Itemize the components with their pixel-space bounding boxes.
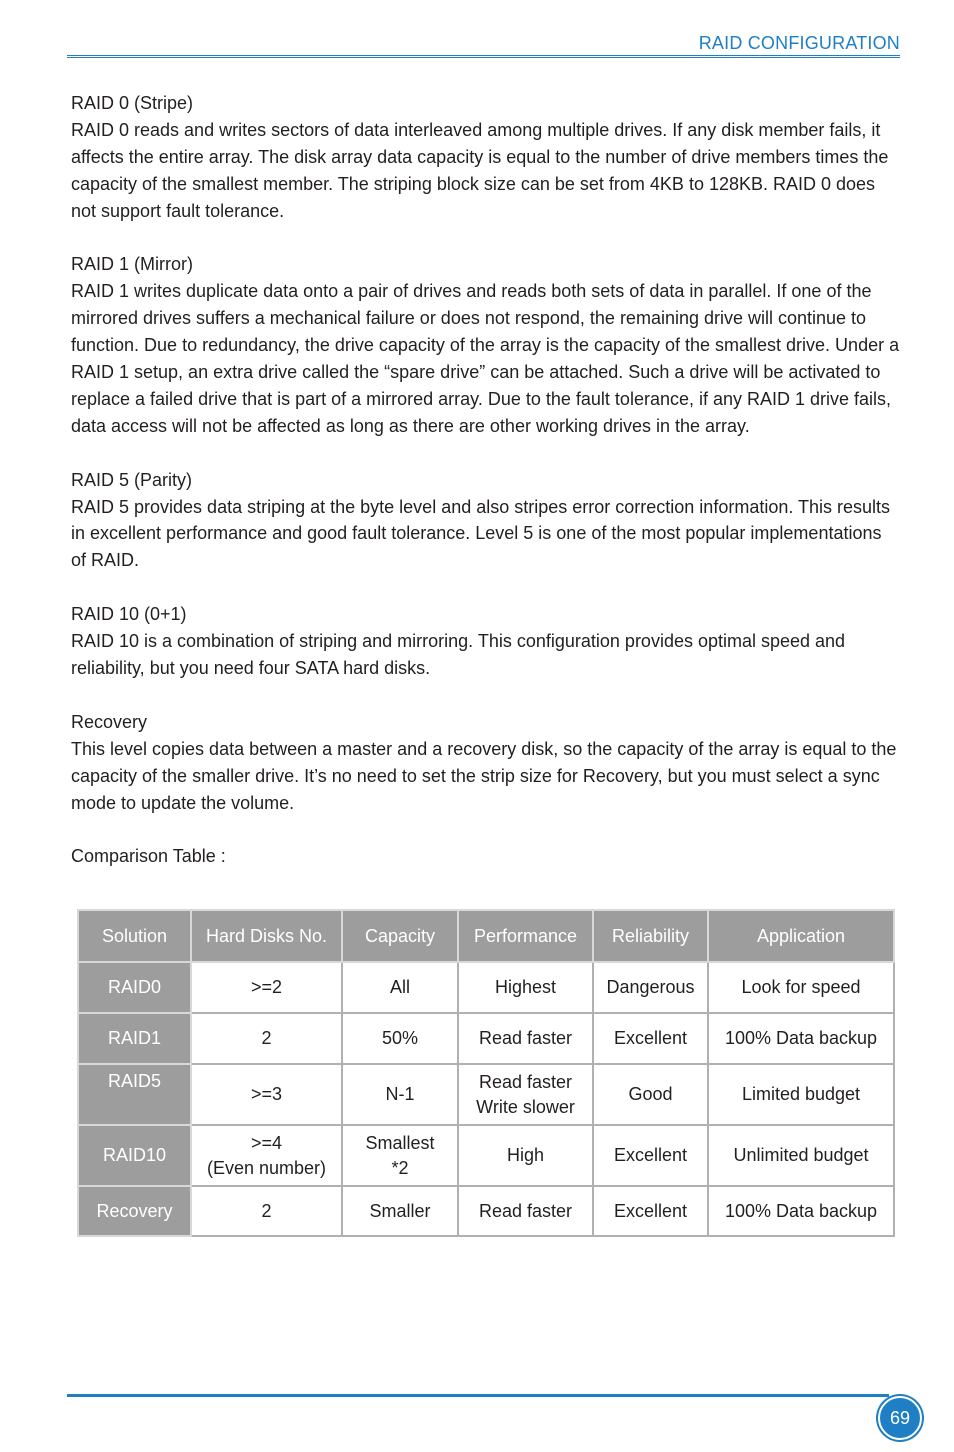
section-heading: RAID 5 (Parity) — [71, 469, 193, 490]
table-cell: Smallest *2 — [342, 1125, 458, 1186]
row-header: RAID10 — [78, 1125, 191, 1186]
table-cell: >=4 (Even number) — [191, 1125, 342, 1186]
table-cell: 100% Data backup — [708, 1013, 894, 1064]
section-body: RAID 5 provides data striping at the byte level and also stripes error correction information. This results in excellent performance and good fault tolerance. Level 5 is one of the most popular implementations of RAID. — [71, 496, 891, 571]
section-heading: RAID 10 (0+1) — [71, 604, 187, 625]
table-cell: Read faster — [458, 1186, 593, 1236]
table-cell: All — [342, 962, 458, 1013]
column-header: Hard Disks No. — [191, 910, 342, 962]
table-cell: Excellent — [593, 1186, 708, 1236]
table-cell: 100% Data backup — [708, 1186, 894, 1236]
table-cell: Excellent — [593, 1013, 708, 1064]
section-recovery — [71, 709, 901, 817]
running-header-title: RAID CONFIGURATION — [698, 33, 900, 53]
table-cell: Limited budget — [708, 1064, 894, 1125]
comparison-table — [77, 909, 895, 1237]
section-raid10 — [71, 601, 901, 682]
section-body: RAID 10 is a combination of striping and mirroring. This configuration provides optimal speed and reliability, but you need four SATA hard disks. — [71, 631, 846, 678]
table-cell: Excellent — [593, 1125, 708, 1186]
table-cell: Dangerous — [593, 962, 708, 1013]
section-raid1 — [71, 251, 901, 439]
table-cell: Read faster Write slower — [458, 1064, 593, 1125]
body-text — [71, 90, 901, 870]
table-intro: Comparison Table : — [71, 846, 226, 867]
section-heading: RAID 0 (Stripe) — [71, 93, 194, 113]
section-heading: Recovery — [71, 711, 148, 732]
table-cell: Look for speed — [708, 962, 894, 1013]
column-header: Application — [708, 910, 894, 962]
table-header-row — [78, 910, 894, 962]
table-cell: N-1 — [342, 1064, 458, 1125]
section-raid5 — [71, 467, 901, 575]
table-cell: 2 — [191, 1013, 342, 1064]
table-cell: High — [458, 1125, 593, 1186]
column-header: Capacity — [342, 910, 458, 962]
table-cell: Highest — [458, 962, 593, 1013]
footer-rule — [67, 1394, 889, 1397]
section-raid0 — [71, 90, 901, 225]
table-cell: >=3 — [191, 1064, 342, 1125]
table-row — [78, 1064, 894, 1125]
column-header: Solution — [78, 910, 191, 962]
column-header: Performance — [458, 910, 593, 962]
header-rule — [67, 55, 900, 58]
column-header: Reliability — [593, 910, 708, 962]
row-header: RAID1 — [78, 1013, 191, 1064]
row-header: Recovery — [78, 1186, 191, 1236]
table-cell: 50% — [342, 1013, 458, 1064]
table-row — [78, 1013, 894, 1064]
row-header: RAID5 — [78, 1064, 191, 1125]
table-row — [78, 1186, 894, 1236]
page-number-badge: 69 — [878, 1396, 922, 1440]
section-heading: RAID 1 (Mirror) — [71, 254, 193, 275]
row-header: RAID0 — [78, 962, 191, 1013]
table-cell: Good — [593, 1064, 708, 1125]
table-row — [78, 962, 894, 1013]
table-cell: Read faster — [458, 1013, 593, 1064]
table-row — [78, 1125, 894, 1186]
table-cell: Smaller — [342, 1186, 458, 1236]
section-body: This level copies data between a master and a recovery disk, so the capacity of the array is equal to the capacity of the smaller drive. It’s no need to set the strip size for Recovery, but you must select a sync mode to update the volume. — [71, 738, 897, 813]
table-cell: 2 — [191, 1186, 342, 1236]
section-body: RAID 1 writes duplicate data onto a pair of drives and reads both sets of data in parallel. If one of the mirrored drives suffers a mechanical failure or does not respond, the remaining drive will continue to function. Due to redundancy, the drive capacity of the array is the capacity of the smallest drive. Under a RAID 1 setup, an extra drive called the “spare drive” can be attached. Such a drive will be activated to replace a failed drive that is part of a mirrored array. Due to the fault tolerance, if any RAID 1 drive fails, data access will not be affected as long as there are other working drives in the array. — [71, 281, 900, 436]
table-cell: Unlimited budget — [708, 1125, 894, 1186]
table-cell: >=2 — [191, 962, 342, 1013]
section-body: RAID 0 reads and writes sectors of data interleaved among multiple drives. If any disk member fails, it affects the entire array. The disk array data capacity is equal to the number of drive members times the capacity of the smallest member. The striping block size can be set from 4KB to 128KB. RAID 0 does not support fault tolerance. — [71, 119, 889, 221]
